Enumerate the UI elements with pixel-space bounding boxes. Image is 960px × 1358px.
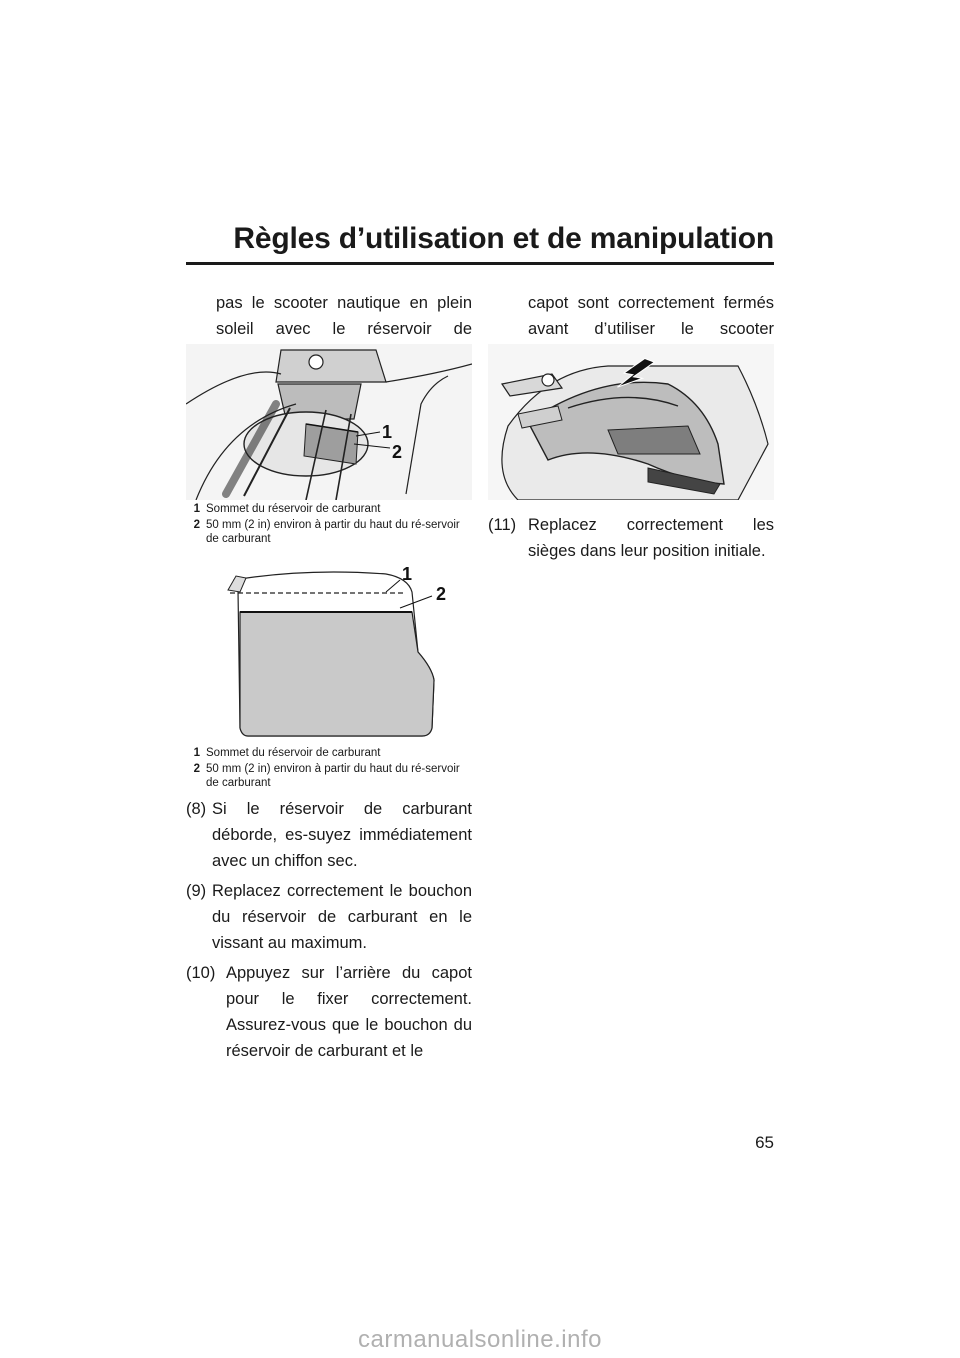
step-number: (11) xyxy=(488,516,517,534)
step-text: Replacez correctement les sièges dans leur position initiale. xyxy=(528,516,774,560)
step-text: Si le réservoir de carburant déborde, es-suyez immédiatement avec un chiffon sec. xyxy=(212,800,472,870)
fuel-tank-top-view-figure xyxy=(186,344,472,500)
figure2-caption-item xyxy=(186,762,472,790)
caption-number: 2 xyxy=(193,763,200,775)
step-text: Replacez correctement le bouchon du réservoir de carburant en le vissant au maximum. xyxy=(212,882,472,952)
continuation-paragraph: capot sont correctement fermés avant d’utiliser le scooter xyxy=(528,294,774,338)
caption-number: 1 xyxy=(193,503,200,515)
page-title: Règles d’utilisation et de manipulation xyxy=(233,222,774,255)
step-8 xyxy=(186,796,472,874)
left-steps xyxy=(186,796,472,1068)
page-number: 65 xyxy=(755,1133,774,1152)
caption-text: 50 mm (2 in) environ à partir du haut du ré-servoir de carburant xyxy=(206,519,460,545)
figure2-callout-2: 2 xyxy=(436,584,447,604)
caption-text: 50 mm (2 in) environ à partir du haut du ré-servoir de carburant xyxy=(206,763,460,789)
figure1-callout-2: 2 xyxy=(392,442,403,462)
watermark: carmanualsonline.info xyxy=(358,1326,602,1353)
caption-text: Sommet du réservoir de carburant xyxy=(206,747,381,759)
step-number: (8) xyxy=(186,800,207,818)
figure1-caption-item xyxy=(186,518,472,546)
press-hood-figure xyxy=(488,344,774,500)
step-number: (10) xyxy=(186,964,216,982)
caption-text: Sommet du réservoir de carburant xyxy=(206,503,381,515)
step-9 xyxy=(186,878,472,956)
header-rule xyxy=(186,262,774,265)
figure1-caption-item xyxy=(186,502,472,516)
caption-number: 2 xyxy=(193,519,200,531)
caption-number: 1 xyxy=(193,747,200,759)
step-text: Appuyez sur l’arrière du capot pour le fixer correctement. Assurez-vous que le bouchon du réservoir de carburant et le xyxy=(226,964,472,1060)
figure1-caption xyxy=(186,502,472,548)
figure1-callout-1: 1 xyxy=(382,422,393,442)
step-10 xyxy=(186,960,472,1064)
step-11 xyxy=(488,512,774,564)
fuel-tank-cross-section-figure xyxy=(186,560,472,746)
right-steps xyxy=(488,512,774,568)
step-number: (9) xyxy=(186,882,207,900)
figure2-caption xyxy=(186,746,472,792)
intro-paragraph: pas le scooter nautique en plein soleil avec le réservoir de xyxy=(216,294,472,338)
figure2-caption-item xyxy=(186,746,472,760)
figure2-callout-1: 1 xyxy=(402,564,413,584)
